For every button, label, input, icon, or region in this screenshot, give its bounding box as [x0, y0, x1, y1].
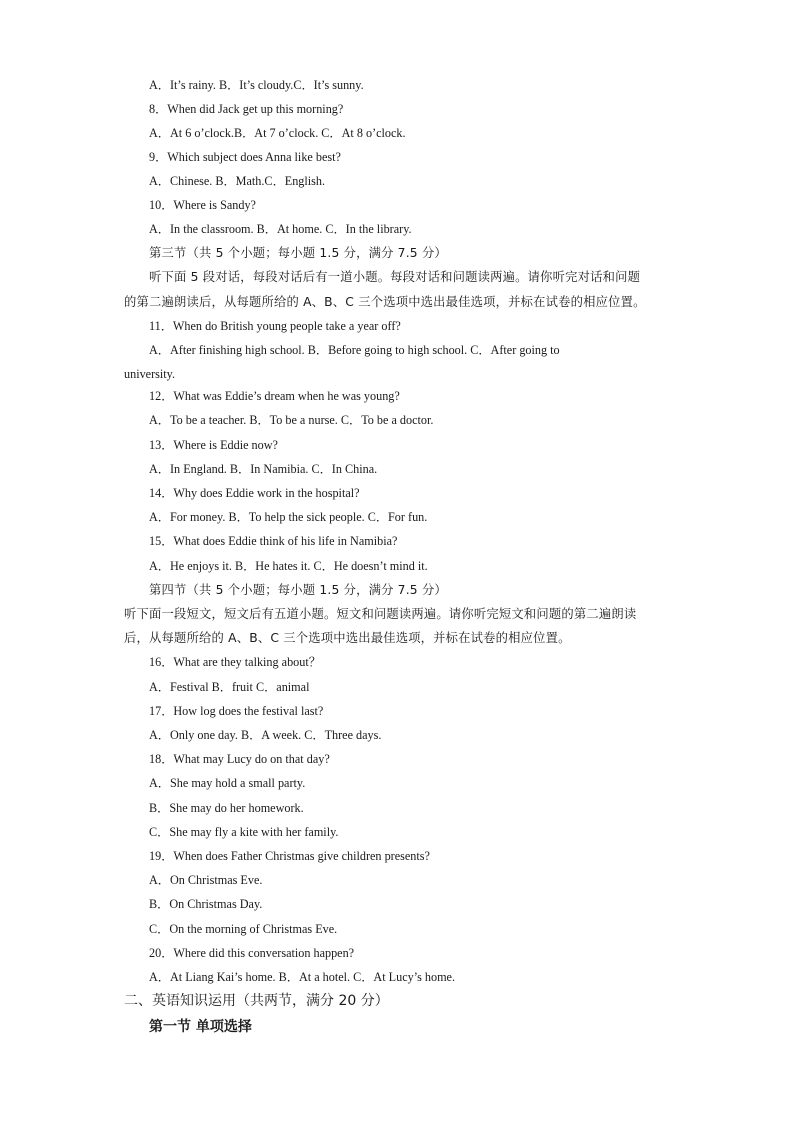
section3-instructions-line2: 的第二遍朗读后，从每题所给的 A、B、C 三个选项中选出最佳选项，并标在试卷的相应位置。: [124, 295, 646, 309]
q17-question: 17．How log does the festival last?: [149, 704, 324, 718]
q19-option-b: B．On Christmas Day.: [149, 897, 263, 911]
q18-option-c: C．She may fly a kite with her family.: [149, 825, 339, 839]
q10-options: A．In the classroom. B．At home. C．In the library.: [149, 222, 412, 236]
q19-question: 19．When does Father Christmas give children presents?: [149, 849, 430, 863]
q18-option-b: B．She may do her homework.: [149, 801, 304, 815]
q11-question: 11．When do British young people take a year off?: [149, 319, 401, 333]
q9-options: A．Chinese. B．Math.C．English.: [149, 174, 326, 188]
section3-heading: 第三节（共 5 个小题；每小题 1.5 分，满分 7.5 分）: [149, 246, 447, 260]
section3-instructions-line1: 听下面 5 段对话，每段对话后有一道小题。每段对话和问题读两遍。请你听完对话和问题: [149, 270, 641, 284]
q10-question: 10．Where is Sandy?: [149, 198, 256, 212]
q12-question: 12．What was Eddie’s dream when he was young?: [149, 389, 400, 403]
q14-options: A．For money. B．To help the sick people. C．For fun.: [149, 510, 428, 524]
q17-options: A．Only one day. B．A week. C．Three days.: [149, 728, 382, 742]
section4-heading: 第四节（共 5 个小题；每小题 1.5 分，满分 7.5 分）: [149, 583, 447, 597]
q12-options: A．To be a teacher. B．To be a nurse. C．To be a doctor.: [149, 413, 434, 427]
q8-options: A．At 6 o’clock.B．At 7 o’clock. C．At 8 o’clock.: [149, 126, 406, 140]
q18-option-a: A．She may hold a small party.: [149, 776, 306, 790]
q16-options: A．Festival B．fruit C．animal: [149, 680, 310, 694]
q20-options: A．At Liang Kai’s home. B．At a hotel. C．At Lucy’s home.: [149, 970, 456, 984]
part2-section1-heading: 第一节 单项选择: [149, 1019, 252, 1035]
q15-options: A．He enjoys it. B．He hates it. C．He doesn’t mind it.: [149, 559, 428, 573]
q11-options-continued: university.: [124, 367, 175, 381]
q9-question: 9．Which subject does Anna like best?: [149, 150, 341, 164]
section4-instructions-line2: 后，从每题所给的 A、B、C 三个选项中选出最佳选项，并标在试卷的相应位置。: [124, 631, 571, 645]
q7-options: A．It’s rainy. B．It’s cloudy.C．It’s sunny.: [149, 78, 364, 92]
q19-option-a: A．On Christmas Eve.: [149, 873, 263, 887]
part2-heading: 二、英语知识运用（共两节，满分 20 分）: [124, 993, 389, 1009]
q14-question: 14．Why does Eddie work in the hospital?: [149, 486, 360, 500]
q15-question: 15．What does Eddie think of his life in Namibia?: [149, 534, 398, 548]
q20-question: 20．Where did this conversation happen?: [149, 946, 355, 960]
q13-question: 13．Where is Eddie now?: [149, 438, 278, 452]
q19-option-c: C．On the morning of Christmas Eve.: [149, 922, 338, 936]
section4-instructions-line1: 听下面一段短文，短文后有五道小题。短文和问题读两遍。请你听完短文和问题的第二遍朗读: [124, 607, 637, 621]
q13-options: A．In England. B．In Namibia. C．In China.: [149, 462, 378, 476]
q18-question: 18．What may Lucy do on that day?: [149, 752, 330, 766]
q11-options: A．After finishing high school. B．Before going to high school. C．After going to: [149, 343, 560, 357]
q16-question: 16．What are they talking about？: [149, 655, 321, 669]
q8-question: 8．When did Jack get up this morning?: [149, 102, 344, 116]
